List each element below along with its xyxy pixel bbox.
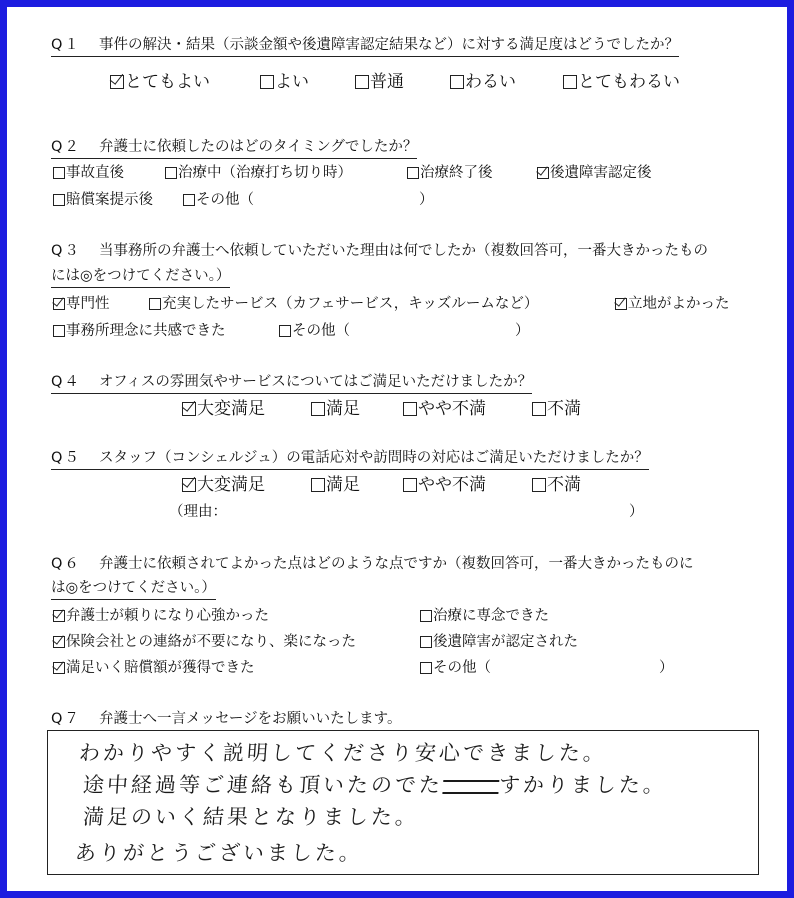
checkbox-checked-icon[interactable]: [537, 167, 549, 179]
q1-option-very-good[interactable]: とてもよい: [110, 71, 210, 93]
q6-option-no-insurer-contact[interactable]: 保険会社との連絡が不要になり、楽になった: [53, 633, 356, 651]
q5-reason-label: （理由：: [169, 504, 227, 520]
q2-question: Q２ 弁護士に依頼したのはどのタイミングでしたか？: [51, 138, 417, 159]
q5-question: Q５ スタッフ（コンシェルジュ）の電話応対や訪問時の対応はご満足いただけましたか？: [51, 449, 649, 470]
q1-number: Q１: [51, 37, 81, 53]
checkbox-checked-icon[interactable]: [110, 75, 124, 89]
q1-option-average[interactable]: 普通: [355, 71, 404, 93]
q7-message-line-3: 満足のいく結果となりました。: [82, 805, 420, 829]
q3-option-services[interactable]: 充実したサービス（カフェサービス，キッズルームなど）: [149, 295, 538, 313]
checkbox-icon[interactable]: [532, 478, 546, 492]
q1-question: [51, 36, 679, 57]
checkbox-icon[interactable]: [532, 402, 546, 416]
q5-option-dissatisfied[interactable]: 不満: [532, 474, 581, 496]
q6-option-reliable[interactable]: 弁護士が頼りになり心強かった: [53, 607, 269, 625]
checkbox-icon[interactable]: [407, 167, 419, 179]
q3-option-expertise[interactable]: 専門性: [53, 295, 110, 313]
q3-question-line2: には◎をつけてください。）: [51, 267, 230, 288]
checkbox-checked-icon[interactable]: [53, 610, 65, 622]
checkbox-icon[interactable]: [311, 402, 325, 416]
q1-option-very-bad[interactable]: とてもわるい: [563, 71, 680, 93]
checkbox-checked-icon[interactable]: [182, 402, 196, 416]
q7-message-line-4: ありがとうございました。: [74, 841, 364, 865]
checkbox-icon[interactable]: [53, 325, 65, 337]
q4-question: Q４ オフィスの雰囲気やサービスについてはご満足いただけましたか？: [51, 373, 532, 394]
q6-option-other[interactable]: その他（: [420, 659, 491, 677]
checkbox-checked-icon[interactable]: [182, 478, 196, 492]
q2-option-other[interactable]: その他（: [183, 191, 254, 209]
q7-message-line-2: 途中経過等ご連絡も頂いたのでた すかりました。: [82, 773, 668, 797]
q6-option-focus-treatment[interactable]: 治療に専念できた: [420, 607, 549, 625]
checkbox-icon[interactable]: [420, 662, 432, 674]
q3-other-close-paren: ）: [515, 323, 530, 339]
q3-option-other[interactable]: その他（: [279, 322, 350, 340]
checkbox-checked-icon[interactable]: [615, 298, 627, 310]
checkbox-icon[interactable]: [53, 167, 65, 179]
q4-option-satisfied[interactable]: 満足: [311, 398, 360, 420]
q5-option-somewhat-dissatisfied[interactable]: やや不満: [403, 474, 486, 496]
q3-option-location[interactable]: 立地がよかった: [615, 295, 730, 313]
q7-message-line-1: わかりやすく説明してくださり安心できました。: [78, 741, 608, 765]
checkbox-icon[interactable]: [311, 478, 325, 492]
q6-option-disability-certified[interactable]: 後遺障害が認定された: [420, 633, 578, 651]
q4-option-very-satisfied[interactable]: 大変満足: [182, 398, 265, 420]
checkbox-icon[interactable]: [183, 194, 195, 206]
q2-option-after-treatment[interactable]: 治療終了後: [407, 164, 493, 182]
q1-option-bad[interactable]: わるい: [450, 71, 516, 93]
q2-option-after-disability-cert[interactable]: 後遺障害認定後: [537, 164, 652, 182]
q5-reason-close-paren: ）: [629, 504, 644, 520]
checkbox-icon[interactable]: [165, 167, 177, 179]
q1-text: 事件の解決・結果（示談金額や後遺障害認定結果など）に対する満足度はどうでしたか？: [99, 37, 679, 53]
q3-question-line1: Q３ 当事務所の弁護士へ依頼していただいた理由は何でしたか（複数回答可，一番大きかったもの: [51, 243, 708, 259]
checkbox-icon[interactable]: [563, 75, 577, 89]
q5-option-very-satisfied[interactable]: 大変満足: [182, 474, 265, 496]
q5-option-satisfied[interactable]: 満足: [311, 474, 360, 496]
q4-option-dissatisfied[interactable]: 不満: [532, 398, 581, 420]
checkbox-icon[interactable]: [403, 402, 417, 416]
checkbox-checked-icon[interactable]: [53, 636, 65, 648]
q6-question-line1: Q６ 弁護士に依頼されてよかった点はどのような点ですか（複数回答可，一番大きかったものに: [51, 556, 694, 572]
q3-option-philosophy[interactable]: 事務所理念に共感できた: [53, 322, 226, 340]
q4-option-somewhat-dissatisfied[interactable]: やや不満: [403, 398, 486, 420]
checkbox-icon[interactable]: [149, 298, 161, 310]
checkbox-icon[interactable]: [403, 478, 417, 492]
checkbox-icon[interactable]: [420, 636, 432, 648]
q6-question-line2: は◎をつけてください。）: [51, 579, 216, 600]
q6-option-satisfying-compensation[interactable]: 満足いく賠償額が獲得できた: [53, 659, 255, 677]
checkbox-icon[interactable]: [450, 75, 464, 89]
checkbox-checked-icon[interactable]: [53, 662, 65, 674]
q2-option-after-compensation-offer[interactable]: 賠償案提示後: [53, 191, 153, 209]
q2-option-right-after-accident[interactable]: 事故直後: [53, 164, 124, 182]
q2-other-close-paren: ）: [419, 192, 434, 208]
strikethrough-mark: [442, 780, 499, 794]
checkbox-icon[interactable]: [355, 75, 369, 89]
checkbox-icon[interactable]: [420, 610, 432, 622]
checkbox-icon[interactable]: [53, 194, 65, 206]
checkbox-icon[interactable]: [279, 325, 291, 337]
q2-option-during-treatment[interactable]: 治療中（治療打ち切り時）: [165, 164, 352, 182]
checkbox-icon[interactable]: [260, 75, 274, 89]
q1-option-good[interactable]: よい: [260, 71, 309, 93]
q6-other-close-paren: ）: [659, 660, 674, 676]
q7-question: Q７ 弁護士へ一言メッセージをお願いいたします。: [51, 711, 402, 727]
checkbox-checked-icon[interactable]: [53, 298, 65, 310]
